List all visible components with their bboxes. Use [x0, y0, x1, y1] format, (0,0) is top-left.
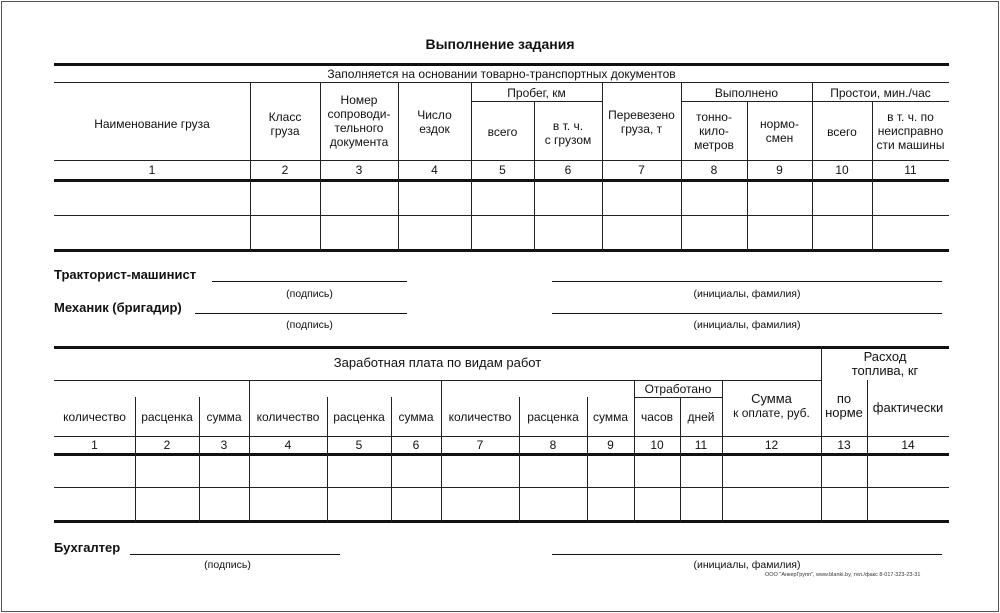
header-fuel-group: Расход топлива, кг — [851, 349, 919, 378]
column-number: 6 — [564, 163, 572, 177]
table-rule — [54, 487, 949, 488]
table-rule — [54, 215, 949, 216]
signature-hint: (подпись) — [286, 288, 333, 300]
column-number: 9 — [607, 438, 614, 452]
column-number: 14 — [901, 438, 915, 452]
header-ton-km: тонно- кило- метров — [694, 110, 734, 152]
column-number: 11 — [694, 438, 708, 452]
header-idle-total: всего — [827, 125, 857, 139]
table-rule — [471, 101, 602, 102]
header-norm-shifts: нормо- смен — [760, 117, 799, 145]
initials-hint: (инициалы, фамилия) — [693, 559, 801, 571]
table-row[interactable] — [54, 456, 949, 486]
header-worked-group: Отработано — [644, 382, 712, 396]
header-sum: сумма — [398, 410, 434, 424]
header-cargo-name: Наименование груза — [94, 117, 210, 131]
table-row[interactable] — [54, 182, 949, 214]
mechanic-initials-field[interactable] — [552, 313, 942, 314]
header-quantity: количество — [256, 410, 320, 424]
header-quantity: количество — [448, 410, 512, 424]
column-number: 8 — [710, 163, 718, 177]
table-rule — [681, 101, 949, 102]
header-idle-fault: в т. ч. по неисправно сти машины — [876, 110, 945, 152]
header-transported: Перевезено груза, т — [608, 108, 675, 136]
table-super-header: Заполняется на основании товарно-транспортных документов — [327, 67, 676, 81]
column-number: 13 — [837, 438, 851, 452]
column-number: 7 — [476, 438, 484, 452]
header-document-number: Номер сопроводи- тельного документа — [327, 93, 391, 149]
initials-hint: (инициалы, фамилия) — [693, 319, 801, 331]
header-days: дней — [687, 410, 715, 424]
table-row[interactable] — [54, 217, 949, 248]
column-number: 4 — [284, 438, 292, 452]
mechanic-signature-field[interactable] — [195, 313, 407, 314]
column-number: 3 — [220, 438, 228, 452]
table-rule — [54, 82, 949, 83]
header-done-group: Выполнено — [714, 86, 779, 100]
table-row[interactable] — [54, 489, 949, 519]
tractor-driver-initials-field[interactable] — [552, 281, 942, 282]
column-number: 11 — [904, 163, 917, 177]
header-rate: расценка — [141, 410, 193, 424]
header-mileage-loaded: в т. ч. с грузом — [544, 119, 592, 147]
tractor-driver-label: Тракторист-машинист — [54, 267, 197, 282]
initials-hint: (инициалы, фамилия) — [693, 288, 801, 300]
column-number: 6 — [412, 438, 420, 452]
column-number: 5 — [355, 438, 363, 452]
table-rule — [54, 380, 821, 381]
accountant-initials-field[interactable] — [552, 554, 942, 555]
header-trips: Число ездок — [417, 108, 452, 136]
table-border — [54, 346, 949, 349]
table-border — [54, 249, 949, 252]
accountant-label: Бухгалтер — [54, 540, 121, 555]
column-number: 10 — [835, 163, 849, 177]
column-number: 1 — [91, 438, 98, 452]
column-number: 2 — [163, 438, 171, 452]
column-number: 7 — [638, 163, 645, 177]
signature-hint: (подпись) — [204, 559, 251, 571]
header-sum: сумма — [592, 410, 629, 424]
column-number: 3 — [355, 163, 363, 177]
mechanic-label: Механик (бригадир) — [54, 300, 182, 315]
column-number: 1 — [148, 163, 156, 177]
accountant-signature-field[interactable] — [130, 554, 340, 555]
table-rule — [634, 397, 722, 398]
column-number: 10 — [650, 438, 664, 452]
form-title: Выполнение задания — [425, 36, 575, 52]
header-quantity: количество — [63, 410, 126, 424]
header-rate: расценка — [333, 410, 385, 424]
table-border — [54, 520, 949, 523]
header-mileage-total: всего — [487, 125, 518, 139]
header-hours: часов — [640, 410, 674, 424]
column-number: 12 — [764, 438, 779, 452]
header-cargo-class: Класс груза — [268, 110, 302, 138]
header-pay-amount: Сумма к оплате, руб. — [733, 391, 810, 420]
tractor-driver-signature-field[interactable] — [212, 281, 407, 282]
header-fuel-norm: по норме — [825, 391, 863, 420]
column-number: 5 — [499, 163, 506, 177]
header-mileage-group: Пробег, км — [507, 86, 566, 100]
column-number: 8 — [549, 438, 557, 452]
header-wages-group: Заработная плата по видам работ — [333, 355, 542, 370]
signature-hint: (подпись) — [286, 319, 333, 331]
header-rate: расценка — [527, 410, 579, 424]
column-number: 2 — [281, 163, 289, 177]
table-border — [54, 63, 949, 66]
header-sum: сумма — [206, 410, 242, 424]
header-fuel-actual: фактически — [872, 400, 944, 415]
table-rule — [54, 436, 949, 437]
table-rule — [54, 160, 949, 161]
column-number: 4 — [431, 163, 438, 177]
publisher-footer: ООО "АнкерГрупп", www.blanki.by, тел./факс 8-017-323-23-31 — [765, 572, 921, 578]
header-idle-group: Простои, мин./час — [830, 86, 931, 100]
column-number: 9 — [776, 163, 783, 177]
